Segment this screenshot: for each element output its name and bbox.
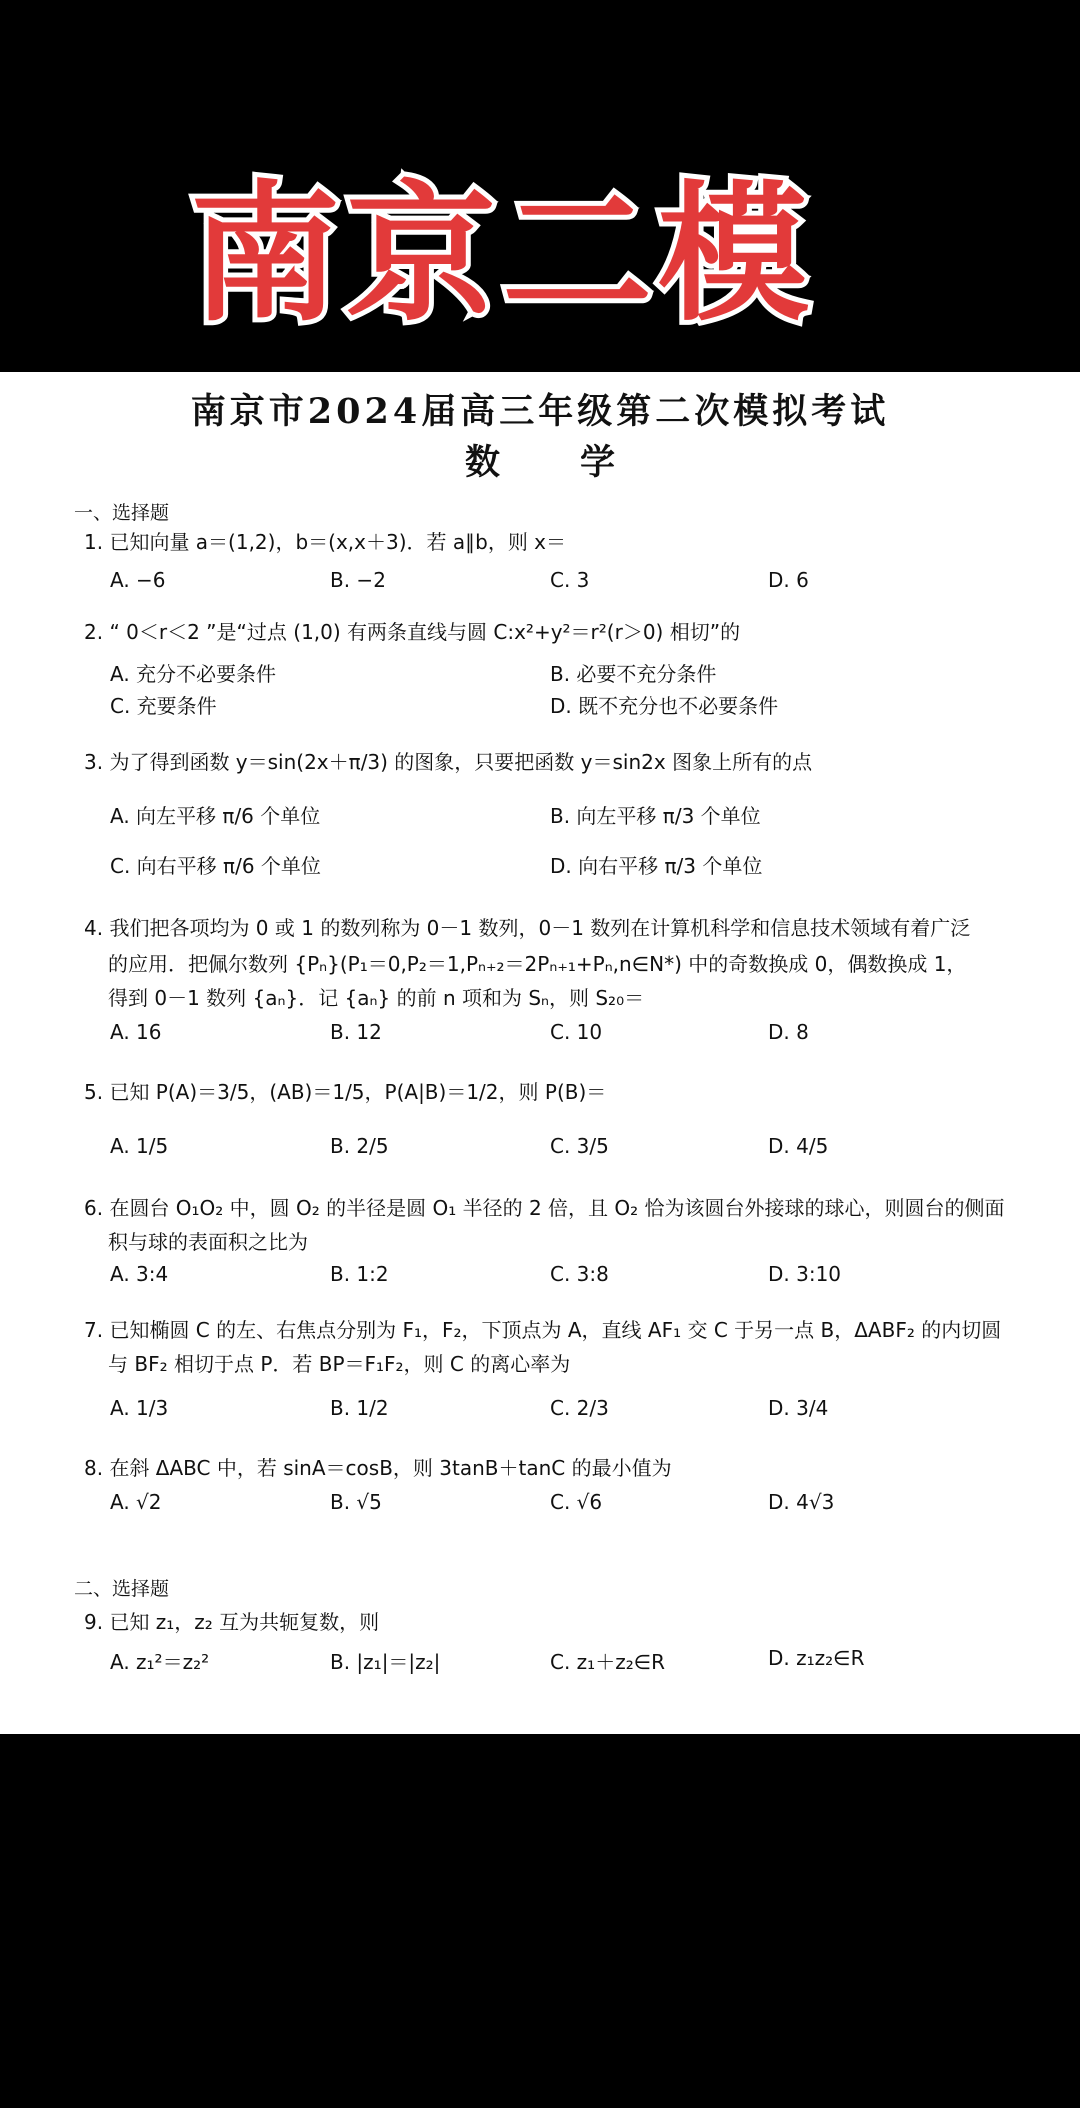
q3-option-a: A. 向左平移 π/6 个单位 xyxy=(110,804,321,828)
q3-stem: 3. 为了得到函数 y＝sin(2x＋π/3) 的图象，只要把函数 y＝sin2x 图象上所有的点 xyxy=(84,750,813,774)
subject-char-2: 学 xyxy=(580,442,616,483)
q6-option-b: B. 1:2 xyxy=(330,1262,389,1286)
q2-option-c: C. 充要条件 xyxy=(110,694,217,718)
q4-line-1: 4. 我们把各项均为 0 或 1 的数列称为 0－1 数列，0－1 数列在计算机科学和信息技术领域有着广泛 xyxy=(84,916,971,940)
q4-option-b: B. 12 xyxy=(330,1020,382,1044)
q8-stem: 8. 在斜 ΔABC 中，若 sinA＝cosB，则 3tanB＋tanC 的最小值为 xyxy=(84,1456,672,1480)
q4-option-d: D. 8 xyxy=(768,1020,809,1044)
q2-option-a: A. 充分不必要条件 xyxy=(110,662,277,686)
q5-option-b: B. 2/5 xyxy=(330,1134,389,1158)
q9-option-a: A. z₁²＝z₂² xyxy=(110,1650,210,1674)
q1-stem: 1. 已知向量 a＝(1,2)，b＝(x,x＋3)．若 a∥b，则 x＝ xyxy=(84,530,567,554)
q2-option-b: B. 必要不充分条件 xyxy=(550,662,717,686)
subject-char-1: 数 xyxy=(464,442,500,483)
q9-option-d: D. z₁z₂∈R xyxy=(768,1646,865,1670)
exam-paper xyxy=(0,372,1080,1734)
q5-stem: 5. 已知 P(A)＝3/5，(AB)＝1/5，P(A|B)＝1/2，则 P(B)＝ xyxy=(84,1080,607,1104)
q3-option-b: B. 向左平移 π/3 个单位 xyxy=(550,804,761,828)
q8-option-c: C. √6 xyxy=(550,1490,603,1514)
q1-option-c: C. 3 xyxy=(550,568,590,592)
q5-option-c: C. 3/5 xyxy=(550,1134,609,1158)
q3-option-d: D. 向右平移 π/3 个单位 xyxy=(550,854,763,878)
q7-line-2: 与 BF₂ 相切于点 P．若 BP＝F₁F₂，则 C 的离心率为 xyxy=(108,1352,571,1376)
q9-stem: 9. 已知 z₁，z₂ 互为共轭复数，则 xyxy=(84,1610,380,1634)
section-2-label: 二、选择题 xyxy=(74,1578,170,1600)
q5-option-a: A. 1/5 xyxy=(110,1134,169,1158)
q1-option-d: D. 6 xyxy=(768,568,809,592)
subject-title xyxy=(0,435,1080,485)
q4-option-c: C. 10 xyxy=(550,1020,603,1044)
q7-option-d: D. 3/4 xyxy=(768,1396,829,1420)
q7-option-b: B. 1/2 xyxy=(330,1396,389,1420)
q8-option-a: A. √2 xyxy=(110,1490,162,1514)
section-1-label: 一、选择题 xyxy=(74,502,170,524)
q6-line-1: 6. 在圆台 O₁O₂ 中，圆 O₂ 的半径是圆 O₁ 半径的 2 倍，且 O₂ 恰为该圆台外接球的球心，则圆台的侧面 xyxy=(84,1196,1005,1220)
q8-option-b: B. √5 xyxy=(330,1490,382,1514)
q7-line-1: 7. 已知椭圆 C 的左、右焦点分别为 F₁，F₂，下顶点为 A，直线 AF₁ 交 C 于另一点 B，ΔABF₂ 的内切圆 xyxy=(84,1318,1002,1342)
q9-option-b: B. |z₁|＝|z₂| xyxy=(330,1650,441,1674)
q2-option-d: D. 既不充分也不必要条件 xyxy=(550,694,779,718)
q6-line-2: 积与球的表面积之比为 xyxy=(108,1230,308,1254)
q6-option-a: A. 3:4 xyxy=(110,1262,169,1286)
q3-option-c: C. 向右平移 π/6 个单位 xyxy=(110,854,321,878)
q9-option-c: C. z₁＋z₂∈R xyxy=(550,1650,666,1674)
q6-option-c: C. 3:8 xyxy=(550,1262,609,1286)
q6-option-d: D. 3:10 xyxy=(768,1262,842,1286)
q1-option-a: A. −6 xyxy=(110,568,166,592)
q1-option-b: B. −2 xyxy=(330,568,386,592)
q7-option-c: C. 2/3 xyxy=(550,1396,609,1420)
q2-stem: 2. “ 0＜r＜2 ”是“过点 (1,0) 有两条直线与圆 C:x²+y²＝r²(r＞0) 相切”的 xyxy=(84,620,741,644)
banner-title: 南京二模 xyxy=(190,168,815,342)
q4-line-2: 的应用．把佩尔数列 {Pₙ}(P₁＝0,P₂＝1,Pₙ₊₂＝2Pₙ₊₁+Pₙ,n∈N*) 中的奇数换成 0，偶数换成 1， xyxy=(108,952,967,976)
bottom-black-band xyxy=(0,1734,1080,2108)
q4-line-3: 得到 0－1 数列 {aₙ}．记 {aₙ} 的前 n 项和为 Sₙ，则 S₂₀＝ xyxy=(108,986,645,1010)
q5-option-d: D. 4/5 xyxy=(768,1134,829,1158)
q8-option-d: D. 4√3 xyxy=(768,1490,835,1514)
exam-title: 南京市2024届高三年级第二次模拟考试 xyxy=(190,391,890,432)
q4-option-a: A. 16 xyxy=(110,1020,162,1044)
top-banner xyxy=(0,0,1080,372)
q7-option-a: A. 1/3 xyxy=(110,1396,169,1420)
